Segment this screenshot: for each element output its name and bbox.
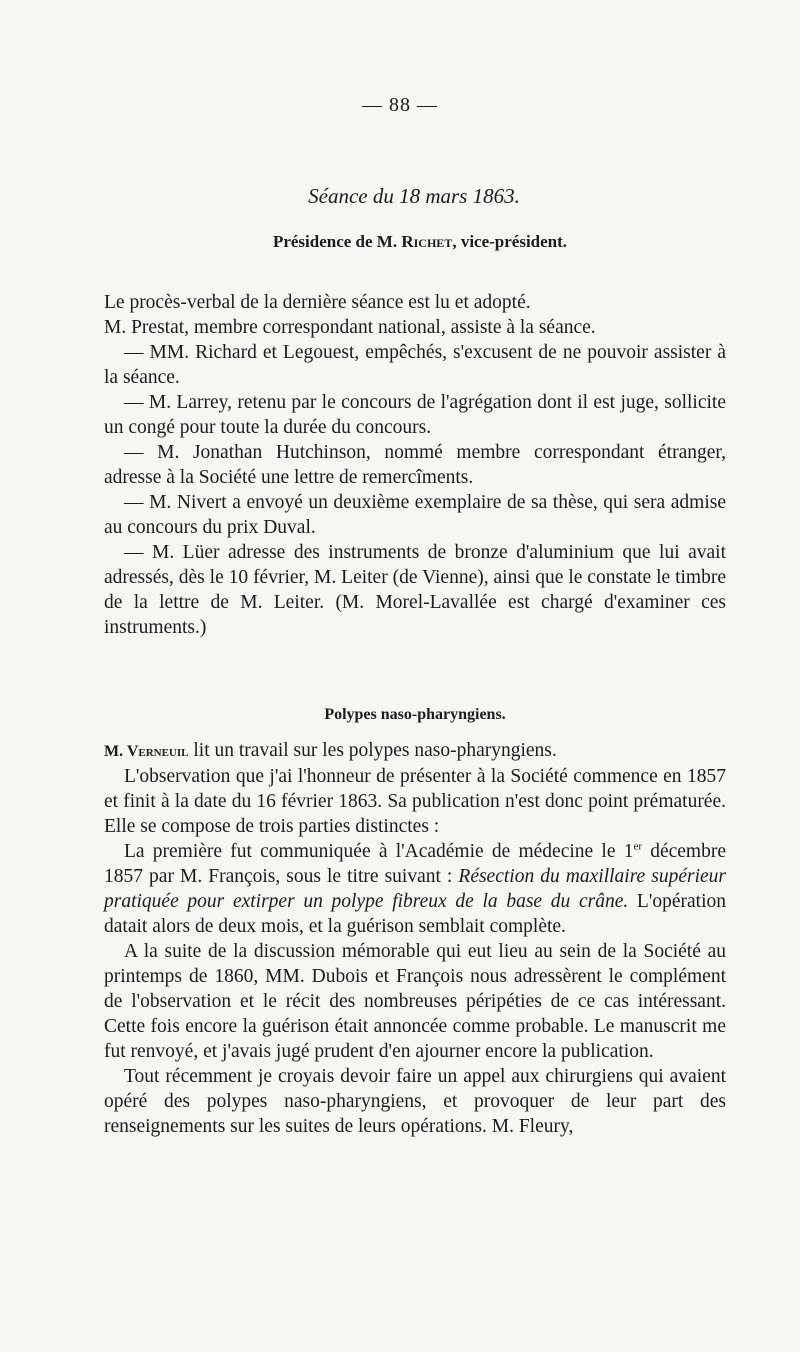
paragraph-observation: L'observation que j'ai l'honneur de présenter à la Société commence en 1857 et finit à la date du 16 février 1863. Sa publication n'est donc point prématurée. Elle se compose de trois parties distinctes : bbox=[104, 766, 726, 837]
paragraph-luer: — M. Lüer adresse des instruments de bronze d'aluminium que lui avait adressés, dès le 10 février, M. Leiter (de Vienne), ainsi que le constate le timbre de la lettre de M. Leiter. (M. Morel-Lavallée est chargé d'examiner ces instruments.) bbox=[104, 542, 726, 638]
verneuil-intro: lit un travail sur les polypes naso-pharyngiens. bbox=[188, 740, 557, 761]
speaker-name: M. Verneuil bbox=[104, 743, 189, 760]
paragraph-nivert: — M. Nivert a envoyé un deuxième exemplaire de sa thèse, qui sera admise au concours du prix Duval. bbox=[104, 492, 726, 538]
paragraph-prestat: M. Prestat, membre correspondant national, assiste à la séance. bbox=[104, 317, 596, 338]
session-minutes bbox=[104, 290, 726, 640]
paragraph-hutchinson: — M. Jonathan Hutchinson, nommé membre correspondant étranger, adresse à la Société une lettre de remercîments. bbox=[104, 442, 726, 488]
paragraph-verneuil bbox=[104, 738, 726, 764]
presidency-prefix: Présidence de M. bbox=[272, 232, 402, 251]
memoir-title: Résection du maxillaire supérieur pratiquée pour extirper un polype fibreux de la base du crâne. bbox=[104, 866, 726, 912]
president-name: Richet bbox=[401, 232, 453, 251]
paragraph-larrey: — M. Larrey, retenu par le concours de l'agrégation dont il est juge, sollicite un congé pour toute la durée du concours. bbox=[104, 392, 726, 438]
paragraph-discussion: A la suite de la discussion mémorable qui eut lieu au sein de la Société au printemps de 1860, MM. Dubois et François nous adressèrent le complément de l'observation et le récit des nombreuses péripéties de ce cas intéressant. Cette fois encore la guérison était annoncée comme probable. Le manuscrit me fut renvoyé, et j'avais jugé prudent d'en ajourner encore la publication. bbox=[104, 941, 726, 1062]
verneuil-communication bbox=[104, 738, 726, 1139]
paragraph-proces-verbal: Le procès-verbal de la dernière séance est lu et adopté. bbox=[104, 292, 531, 313]
premiere-before: La première fut communiquée à l'Académie de médecine le 1 bbox=[124, 841, 634, 862]
presidency-suffix: , vice-président. bbox=[452, 232, 568, 251]
page-number: — 88 — bbox=[362, 94, 438, 116]
paragraph-richard-legouest: — MM. Richard et Legouest, empêchés, s'excusent de ne pouvoir assister à la séance. bbox=[104, 342, 726, 388]
session-title: Séance du 18 mars 1863. bbox=[308, 184, 520, 208]
paragraph-premiere bbox=[104, 839, 726, 939]
presidency-line bbox=[0, 232, 800, 252]
premiere-middle: décembre 1857 par M. François, sous le titre suivant : bbox=[104, 841, 726, 887]
ordinal-sup: er bbox=[633, 840, 642, 853]
section-heading: Polypes naso-pharyngiens. bbox=[324, 706, 506, 723]
paragraph-recemment: Tout récemment je croyais devoir faire un appel aux chirurgiens qui avaient opéré des polypes naso-pharyngiens, et provoquer de leur part des renseignements sur les suites de leurs opérations. M. Fleury, bbox=[104, 1066, 726, 1137]
premiere-after: L'opération datait alors de deux mois, et la guérison semblait complète. bbox=[104, 891, 726, 937]
